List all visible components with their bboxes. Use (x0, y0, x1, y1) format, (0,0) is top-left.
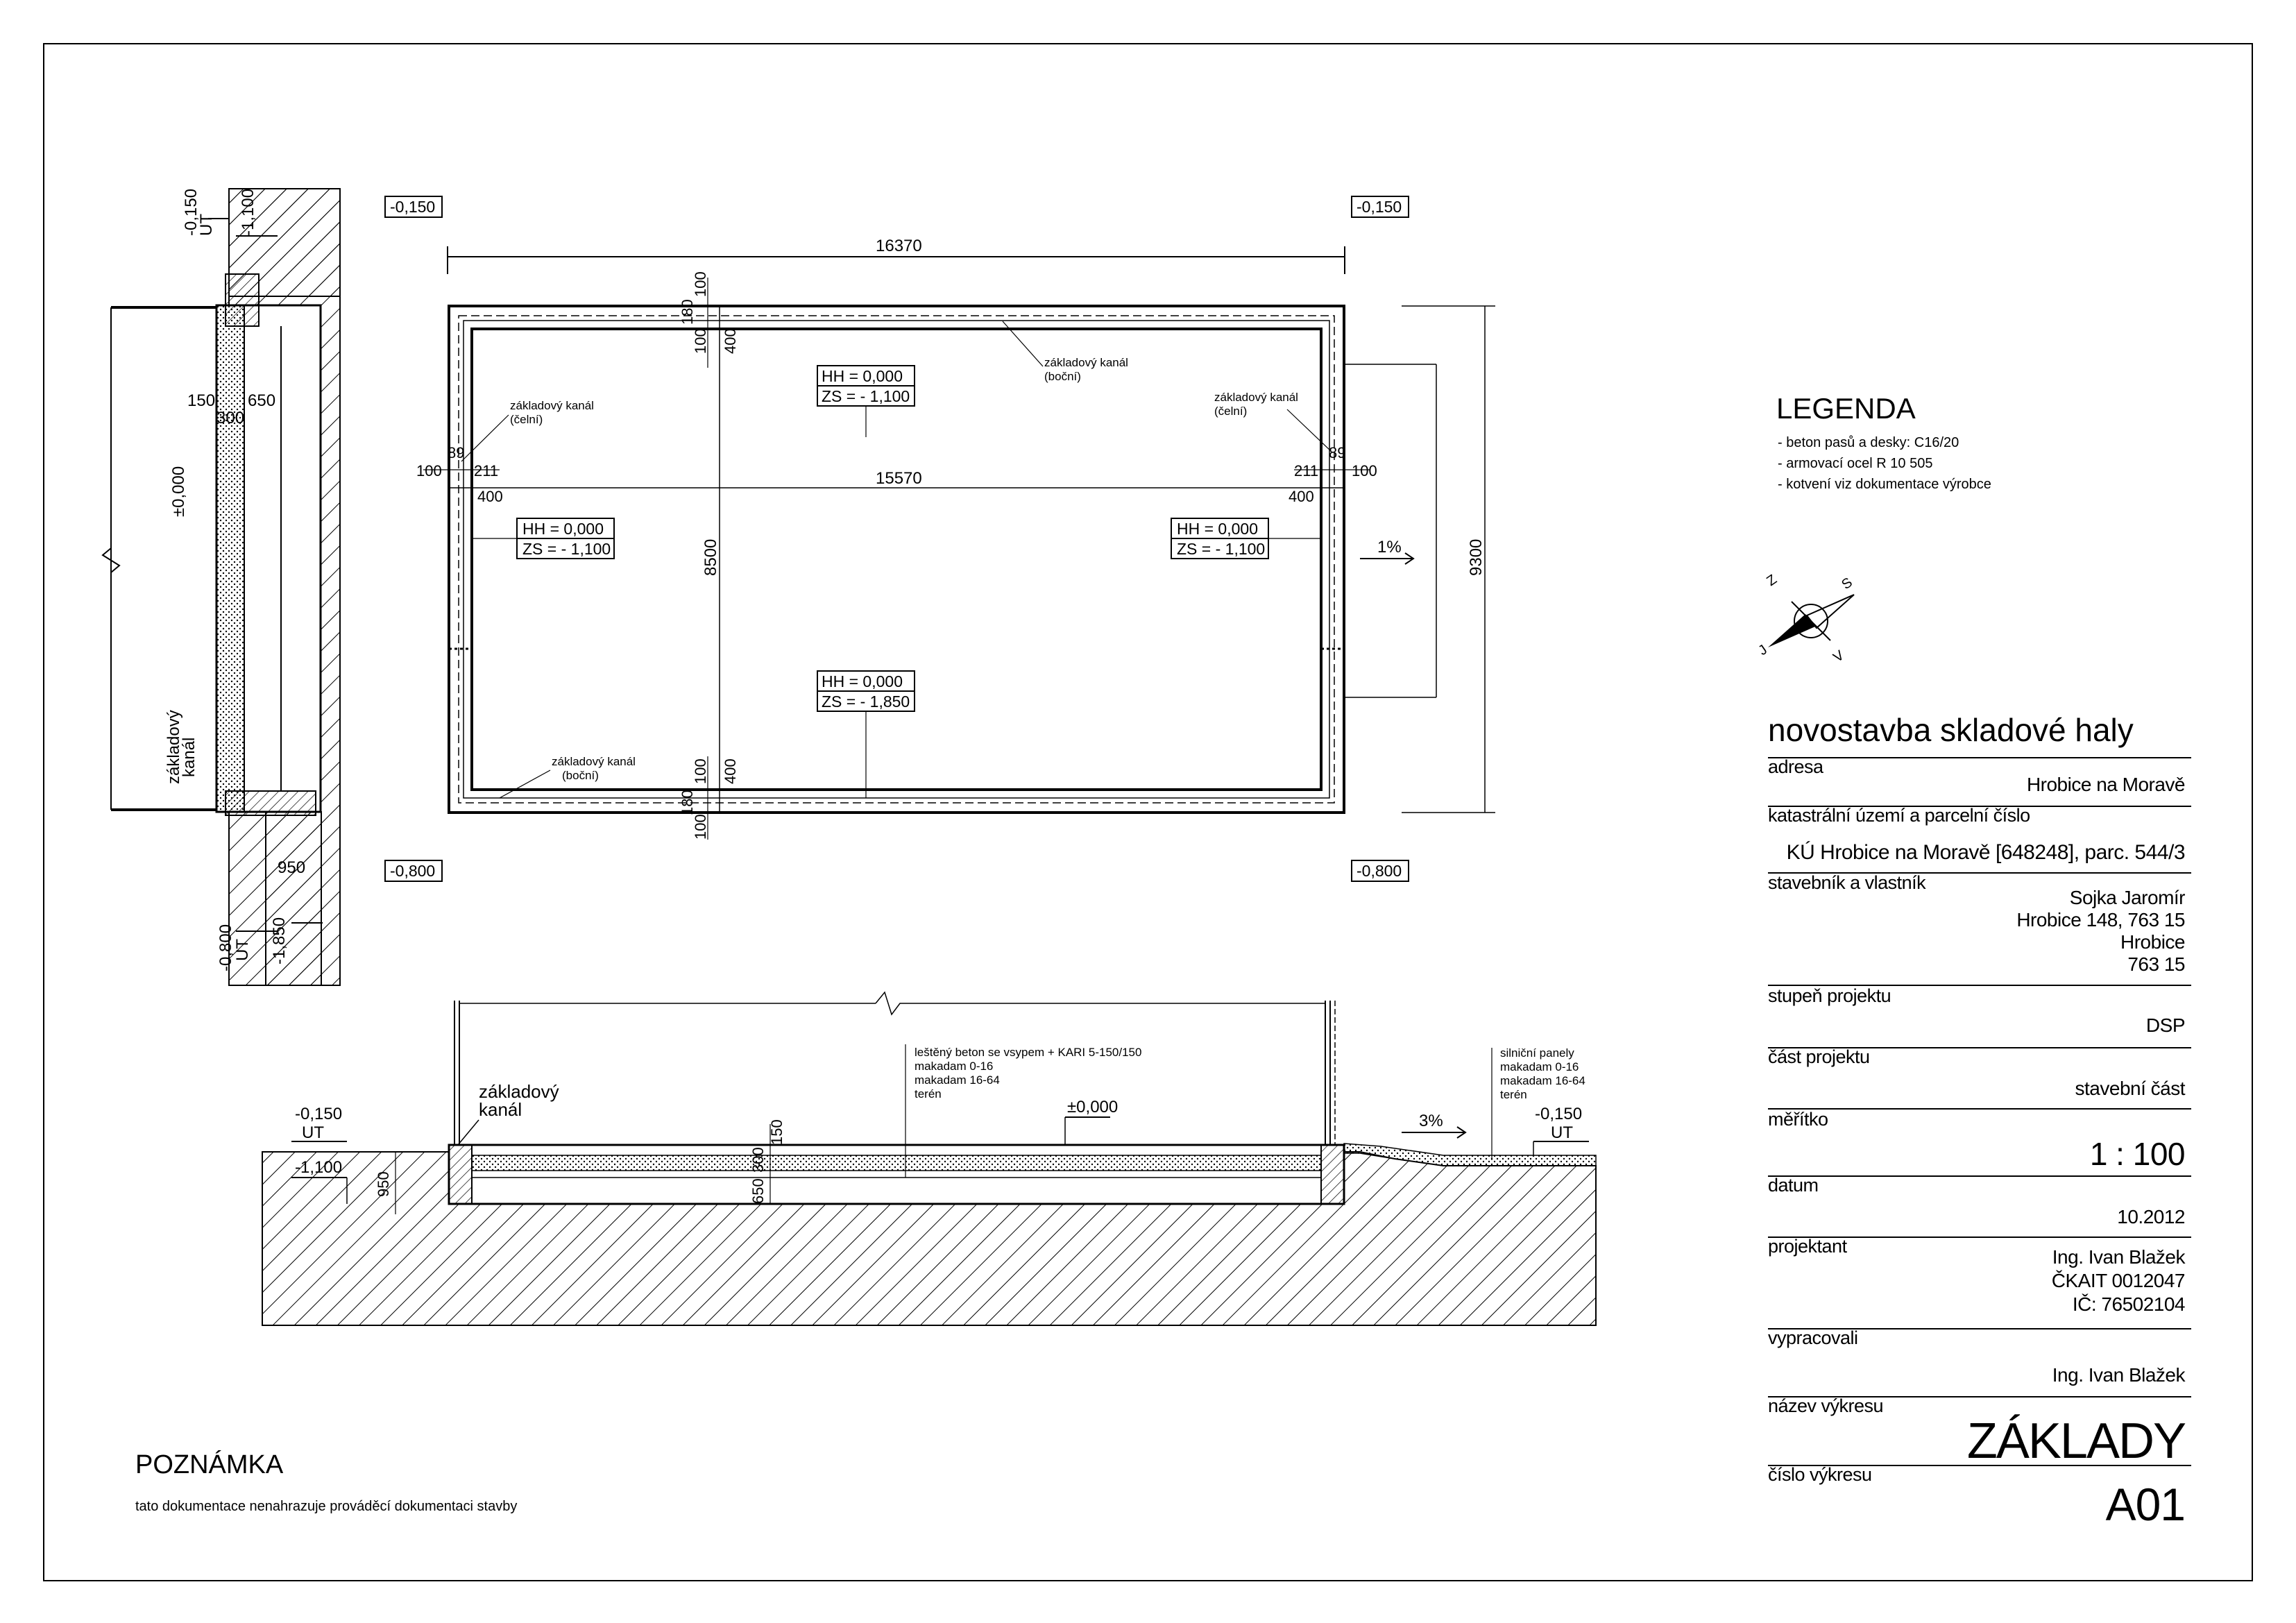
date-label: datum (1768, 1175, 1819, 1196)
svg-text:silniční panely: silniční panely (1500, 1046, 1574, 1060)
plan-dim-outer-length: 16370 (876, 237, 922, 255)
svg-text:HH = 0,000: HH = 0,000 (1177, 520, 1258, 538)
svg-text:S: S (1839, 575, 1855, 593)
drawing-name-label: název výkresu (1768, 1395, 1884, 1416)
svg-text:makadam 16-64: makadam 16-64 (1500, 1074, 1585, 1087)
plan-dim-bot-100b: 100 (692, 814, 709, 840)
plan-dim-bot-100: 100 (692, 758, 709, 784)
cross-dim-650: 650 (749, 1178, 767, 1204)
side-dim-150: 150 (187, 391, 216, 410)
drawing-name: ZÁKLADY (1966, 1413, 2185, 1469)
svg-text:-0,150: -0,150 (295, 1105, 343, 1123)
plan-dim-top-100: 100 (692, 271, 709, 297)
cross-kanal-1: základový (479, 1081, 559, 1102)
svg-text:±0,000: ±0,000 (1067, 1098, 1119, 1116)
cross-slope: 3% (1419, 1112, 1443, 1130)
svg-text:základový kanál: základový kanál (1214, 391, 1298, 404)
owner-zip: 763 15 (2127, 953, 2185, 975)
note-text: tato dokumentace nenahrazuje prováděcí dokumentaci stavby (135, 1499, 518, 1514)
svg-text:základový kanál: základový kanál (1044, 356, 1128, 369)
side-dim-950: 950 (278, 858, 306, 877)
svg-text:J: J (1755, 642, 1771, 659)
side-kanal-2: kanál (180, 737, 198, 777)
prepared-label: vypracovali (1768, 1327, 1858, 1348)
legend-title: LEGENDA (1776, 392, 1916, 425)
cross-slab (449, 1145, 1344, 1204)
cross-dim-150: 150 (768, 1119, 785, 1145)
plan-dim-left-400: 400 (477, 488, 503, 505)
svg-text:Z: Z (1764, 572, 1780, 590)
cross-section (262, 992, 1596, 1325)
side-level-bottom-value: -1,850 (270, 917, 289, 965)
scale-label: měřítko (1768, 1109, 1828, 1130)
slab-level-left (472, 518, 614, 559)
cross-level-zero (1065, 1098, 1118, 1145)
slab-level-top (817, 366, 915, 437)
svg-text:makadam 0-16: makadam 0-16 (915, 1060, 994, 1073)
scale-value: 1 : 100 (2089, 1136, 2185, 1172)
side-ut-bottom-label: UT (233, 939, 252, 961)
cross-footing-right (1321, 1145, 1344, 1204)
kanal-label-right (1214, 391, 1331, 451)
owner-name: Sojka Jaromír (2069, 887, 2185, 908)
svg-text:(boční): (boční) (562, 769, 599, 782)
svg-text:terén: terén (915, 1087, 942, 1101)
svg-text:HH = 0,000: HH = 0,000 (822, 672, 903, 690)
side-kanal-1: základový (164, 710, 183, 784)
plan-dim-bot-180: 180 (679, 790, 696, 815)
svg-text:-1,100: -1,100 (295, 1158, 343, 1177)
svg-text:ZS = - 1,100: ZS = - 1,100 (522, 540, 611, 558)
cross-footing-left (449, 1145, 472, 1204)
plan-dim-right-100: 100 (1352, 462, 1377, 479)
road-layers-callout (1492, 1046, 1585, 1160)
cadastre-value: KÚ Hrobice na Moravě [648248], parc. 544/3 (1786, 841, 2185, 864)
svg-text:makadam 0-16: makadam 0-16 (1500, 1060, 1579, 1073)
svg-text:(boční): (boční) (1044, 370, 1081, 383)
north-arrow-icon (1755, 572, 1855, 665)
plan-slope: 1% (1377, 538, 1402, 556)
svg-text:základový kanál: základový kanál (552, 755, 636, 768)
owner-label: stavebník a vlastník (1768, 872, 1926, 893)
side-zero: ±0,000 (169, 466, 188, 517)
plan-dim-inner-length: 15570 (876, 469, 922, 488)
slab-level-bottom (817, 671, 915, 798)
designer-label: projektant (1768, 1236, 1847, 1257)
svg-text:(čelní): (čelní) (510, 413, 543, 426)
side-ut-top-value: -0,150 (182, 188, 201, 236)
address-value: Hrobice na Moravě (2026, 774, 2185, 795)
plan-dim-left-211: 211 (474, 462, 499, 479)
plan-dim-top-180: 180 (679, 299, 696, 325)
plan-level-top-left: -0,150 (390, 198, 436, 216)
plan-level-top-right: -0,150 (1357, 198, 1402, 216)
cadastre-label: katastrální území a parcelní číslo (1768, 805, 2030, 826)
plan-dim-top-400: 400 (722, 328, 739, 354)
kanal-label-left (461, 399, 594, 461)
svg-text:leštěný beton se vsypem + KARI: leštěný beton se vsypem + KARI 5-150/150 (915, 1046, 1142, 1059)
svg-text:základový kanál: základový kanál (510, 399, 594, 412)
part-label: část projektu (1768, 1046, 1870, 1067)
prepared-value: Ing. Ivan Blažek (2052, 1364, 2185, 1386)
date-value: 10.2012 (2117, 1206, 2185, 1227)
cross-kanal-2: kanál (479, 1099, 522, 1120)
svg-text:ZS = - 1,850: ZS = - 1,850 (822, 692, 910, 711)
owner-address: Hrobice 148, 763 15 (2016, 909, 2185, 931)
foundation-plan (385, 196, 1495, 881)
svg-text:UT: UT (302, 1123, 324, 1142)
side-channel-top (226, 274, 259, 326)
plan-dim-right-400: 400 (1289, 488, 1314, 505)
legend-item-steel: - armovací ocel R 10 505 (1778, 456, 1933, 471)
plan-dim-right-89: 89 (1329, 444, 1346, 461)
plan-level-bottom-left: -0,800 (390, 862, 436, 880)
designer-ckait: ČKAIT 0012047 (2051, 1270, 2185, 1291)
cross-level-right (1533, 1105, 1589, 1155)
plan-dim-top-100b: 100 (692, 328, 709, 354)
plan-dim-outer-width: 9300 (1467, 538, 1486, 576)
side-level-top-value: -1,100 (239, 188, 257, 236)
drawing-no: A01 (2105, 1479, 2185, 1530)
svg-text:(čelní): (čelní) (1214, 405, 1248, 418)
address-label: adresa (1768, 756, 1823, 777)
side-ut-top-label: UT (197, 214, 216, 236)
plan-dim-inner-width: 8500 (701, 538, 720, 576)
stage-label: stupeň projektu (1768, 985, 1891, 1006)
plan-dim-bot-400: 400 (722, 758, 739, 784)
side-floor-layers (216, 305, 244, 812)
note-title: POZNÁMKA (135, 1450, 284, 1479)
designer-ic: IČ: 76502104 (2072, 1293, 2185, 1315)
part-value: stavební část (2075, 1078, 2185, 1099)
svg-text:HH = 0,000: HH = 0,000 (822, 367, 903, 385)
plan-dim-right-211: 211 (1294, 462, 1319, 479)
plan-level-bottom-right: -0,800 (1357, 862, 1402, 880)
side-dim-300: 300 (216, 409, 245, 427)
plan-dim-left-100: 100 (416, 462, 442, 479)
plan-dim-left-89: 89 (448, 444, 465, 461)
svg-text:terén: terén (1500, 1088, 1527, 1101)
kanal-label-bottom (500, 755, 636, 798)
svg-text:UT: UT (1551, 1123, 1573, 1142)
kanal-label-top (1003, 321, 1128, 383)
designer-name: Ing. Ivan Blažek (2052, 1246, 2185, 1268)
legend-item-anchoring: - kotvení viz dokumentace výrobce (1778, 477, 1991, 492)
svg-text:makadam 16-64: makadam 16-64 (915, 1073, 1000, 1087)
owner-town: Hrobice (2120, 931, 2185, 953)
svg-text:ZS = - 1,100: ZS = - 1,100 (1177, 540, 1266, 558)
side-dim-650: 650 (248, 391, 276, 410)
side-section (103, 189, 340, 985)
stage-value: DSP (2145, 1014, 2185, 1036)
side-ut-bottom-value: -0,800 (216, 924, 235, 971)
cross-dim-300: 300 (749, 1147, 767, 1173)
svg-text:ZS = - 1,100: ZS = - 1,100 (822, 387, 910, 405)
cross-dim-950: 950 (375, 1171, 392, 1197)
project-title: novostavba skladové haly (1768, 712, 2134, 748)
svg-text:HH = 0,000: HH = 0,000 (522, 520, 604, 538)
drawing-no-label: číslo výkresu (1768, 1464, 1872, 1485)
slab-level-right (1171, 518, 1321, 559)
svg-text:V: V (1830, 647, 1847, 666)
svg-text:-0,150: -0,150 (1535, 1105, 1583, 1123)
legend-item-concrete: - beton pasů a desky: C16/20 (1778, 435, 1959, 450)
